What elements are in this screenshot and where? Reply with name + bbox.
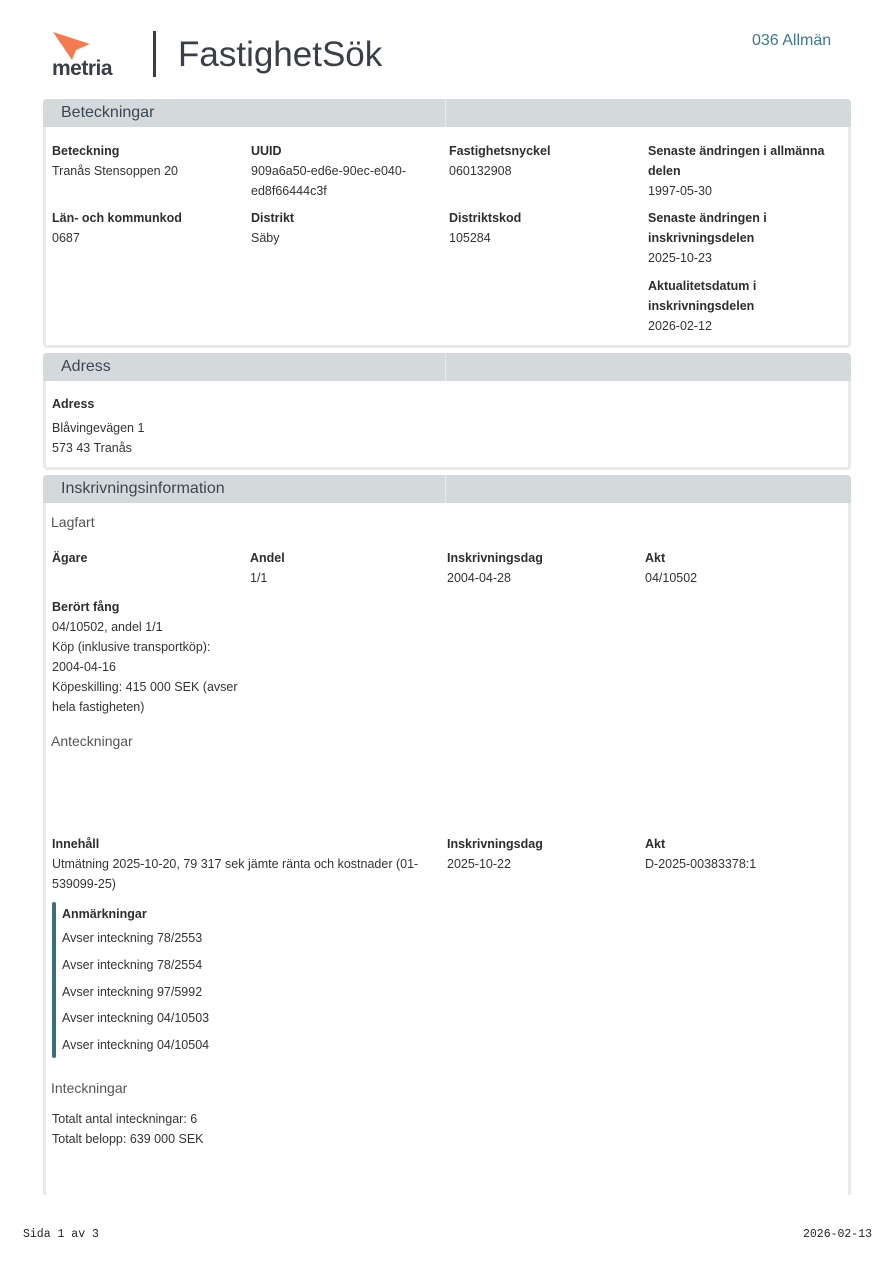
innehall-line1: Utmätning 2025-10-20, 79 317 sek jämte ränta och kostnader (01- — [52, 857, 419, 871]
distrikt-label: Distrikt — [251, 211, 295, 225]
logo-text: metria — [52, 57, 113, 80]
footer-date: 2026-02-13 — [803, 1228, 873, 1241]
aktualitetsdatum-label-2: inskrivningsdelen — [648, 299, 755, 313]
beteckningar-header — [43, 99, 851, 127]
inteckningar-subtitle: Inteckningar — [51, 1080, 128, 1096]
uuid-label: UUID — [251, 144, 282, 158]
anteckning-inskrivningsdag-value: 2025-10-22 — [447, 857, 511, 871]
adress-label: Adress — [52, 397, 95, 411]
distriktskod-label: Distriktskod — [449, 211, 522, 225]
senaste-allmanna-value: 1997-05-30 — [648, 184, 712, 198]
berort-fang-line: Köp (inklusive transportköp): — [52, 640, 211, 654]
innehall-line2: 539099-25) — [52, 877, 116, 891]
senaste-inskrivning-label-1: Senaste ändringen i — [648, 211, 767, 225]
akt-header: Akt — [645, 551, 666, 565]
distrikt-field — [251, 208, 441, 248]
adress-line2: 573 43 Tranås — [52, 441, 132, 455]
senaste-inskrivning-value: 2025-10-23 — [648, 251, 712, 265]
page-number: Sida 1 av 3 — [23, 1228, 99, 1241]
anteckning-akt-value: D-2025-00383378:1 — [645, 857, 757, 871]
lan-kommunkod-field — [52, 208, 242, 248]
anmarkning-item: Avser inteckning 78/2553 — [62, 931, 203, 945]
fastighetsnyckel-field — [449, 141, 639, 181]
aktualitetsdatum-field — [648, 276, 848, 336]
akt-value: 04/10502 — [645, 571, 698, 585]
uuid-value-line1: 909a6a50-ed6e-90ec-e040- — [251, 164, 406, 178]
berort-fang-label: Berört fång — [52, 600, 120, 614]
inteckningar-total-count: Totalt antal inteckningar: 6 — [52, 1112, 198, 1126]
lan-kommunkod-label: Län- och kommunkod — [52, 211, 182, 225]
fastighetsnyckel-label: Fastighetsnyckel — [449, 144, 551, 158]
berort-fang-line: Köpeskilling: 415 000 SEK (avser — [52, 680, 238, 694]
beteckning-value: Tranås Stensoppen 20 — [52, 164, 179, 178]
anmarkning-item: Avser inteckning 78/2554 — [62, 958, 203, 972]
uuid-value-line2: ed8f66444c3f — [251, 184, 327, 198]
andel-value: 1/1 — [250, 571, 268, 585]
berort-fang-block — [52, 597, 252, 717]
inskrivningsdag-value: 2004-04-28 — [447, 571, 511, 585]
distriktskod-field — [449, 208, 639, 248]
adress-header — [43, 353, 851, 381]
aktualitetsdatum-value: 2026-02-12 — [648, 319, 712, 333]
inteckningar-total-amount: Totalt belopp: 639 000 SEK — [52, 1132, 204, 1146]
senaste-inskrivning-field — [648, 208, 848, 268]
senaste-allmanna-label-1: Senaste ändringen i allmänna — [648, 144, 825, 158]
senaste-inskrivning-label-2: inskrivningsdelen — [648, 231, 755, 245]
beteckningar-title: Beteckningar — [61, 104, 155, 121]
berort-fang-line: 04/10502, andel 1/1 — [52, 620, 163, 634]
adress-title: Adress — [61, 358, 111, 375]
anteckningar-subtitle: Anteckningar — [51, 733, 133, 749]
inskrivning-title: Inskrivningsinformation — [61, 480, 225, 497]
anteckning-inskrivningsdag-header: Inskrivningsdag — [447, 837, 543, 851]
app-title: FastighetSök — [178, 35, 383, 74]
classification-label: 036 Allmän — [752, 32, 832, 49]
anmarkning-item: Avser inteckning 04/10504 — [62, 1038, 210, 1052]
lan-kommunkod-value: 0687 — [52, 231, 80, 245]
anmarkning-item: Avser inteckning 97/5992 — [62, 985, 203, 999]
anteckning-akt-header: Akt — [645, 837, 666, 851]
inskrivning-header — [43, 475, 851, 503]
header-divider — [153, 31, 156, 77]
beteckning-label: Beteckning — [52, 144, 120, 158]
anmarkning-item: Avser inteckning 04/10503 — [62, 1011, 210, 1025]
aktualitetsdatum-label-1: Aktualitetsdatum i — [648, 279, 757, 293]
lagfart-subtitle: Lagfart — [51, 514, 95, 530]
agare-header: Ägare — [52, 551, 88, 565]
senaste-allmanna-label-2: delen — [648, 164, 681, 178]
adress-field — [52, 394, 352, 458]
uuid-field — [251, 141, 441, 201]
innehall-header: Innehåll — [52, 837, 100, 851]
berort-fang-line: 2004-04-16 — [52, 660, 116, 674]
innehall-value — [52, 854, 437, 894]
inskrivningsdag-header: Inskrivningsdag — [447, 551, 543, 565]
distrikt-value: Säby — [251, 231, 280, 245]
adress-line1: Blåvingevägen 1 — [52, 421, 145, 435]
anmarkningar-label: Anmärkningar — [62, 907, 147, 921]
andel-header: Andel — [250, 551, 285, 565]
fastighetsnyckel-value: 060132908 — [449, 164, 512, 178]
beteckning-field — [52, 141, 242, 181]
distriktskod-value: 105284 — [449, 231, 491, 245]
berort-fang-line: hela fastigheten) — [52, 700, 145, 714]
senaste-allmanna-field — [648, 141, 848, 201]
anmarkningar-bar — [52, 902, 56, 1058]
